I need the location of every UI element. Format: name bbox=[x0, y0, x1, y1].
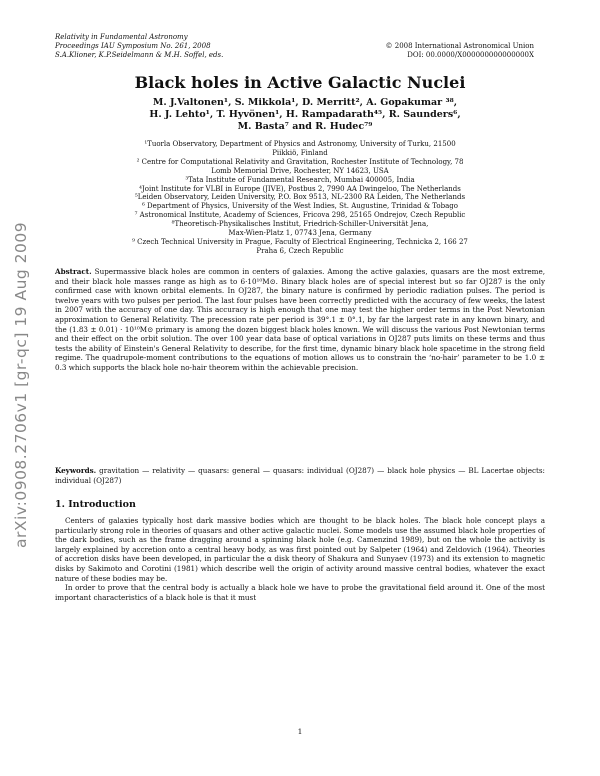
affiliation-line: ¹Tuorla Observatory, Department of Physics and Astronomy, University of Turku, 21500 bbox=[144, 140, 456, 148]
affiliation-line: Piikkiö, Finland bbox=[272, 148, 328, 157]
arxiv-sidebar-stamp: arXiv:0908.2706v1 [gr-qc] 19 Aug 2009 bbox=[12, 221, 30, 548]
section-heading-introduction: 1. Introduction bbox=[55, 499, 136, 510]
page-number: 1 bbox=[297, 727, 303, 736]
affiliation-line: ⁶ Department of Physics, University of the West Indies, St. Augustine, Trinidad & Tobago bbox=[142, 202, 458, 211]
header-proceedings: Proceedings IAU Symposium No. 261, 2008 bbox=[55, 42, 211, 50]
author-line: H. J. Lehto¹, T. Hyvönen¹, H. Rampadarath⁴⁵, R. Saunders⁶, bbox=[149, 109, 461, 120]
author-line: M. Basta⁷ and R. Hudec⁷⁹ bbox=[237, 121, 373, 132]
running-header-left bbox=[55, 33, 223, 60]
abstract-label: Abstract. bbox=[55, 267, 92, 276]
header-journal: Relativity in Fundamental Astronomy bbox=[55, 33, 188, 41]
header-editors: S.A.Klioner, K.P.Seidelmann & M.H. Soffel, eds. bbox=[55, 51, 224, 59]
affiliation-line: Lomb Memorial Drive, Rochester, NY 14623, USA bbox=[211, 166, 389, 175]
running-header-right bbox=[386, 42, 534, 60]
affiliation-line: ³Tata Institute of Fundamental Research, Mumbai 400005, India bbox=[185, 175, 415, 184]
affiliation-line: Max-Wien-Platz 1, 07743 Jena, Germany bbox=[228, 229, 372, 238]
header-copyright: © 2008 International Astronomical Union bbox=[385, 42, 534, 50]
keywords-text: gravitation — relativity — quasars: general — quasars: individual (OJ287) — black hole physics — BL Lacertae objects: individual (OJ287) bbox=[55, 466, 545, 485]
affiliation-line: ⁵Leiden Observatory, Leiden University, P.O. Box 9513, NL-2300 RA Leiden, The Netherlands bbox=[134, 193, 466, 202]
header-doi: DOI: 00.0000/X000000000000000X bbox=[407, 51, 534, 59]
paragraph: In order to prove that the central body is actually a black hole we have to probe the gravitational field around it. One of the most important characteristics of a black hole is that it must bbox=[55, 583, 545, 602]
abstract-text: Supermassive black holes are common in centers of galaxies. Among the active galaxies, quasars are the most extreme, and their black hole masses range as high as to 6·10¹⁰M⊙. Binary black holes are of special interest but so far OJ287 is the only confirmed case with known orbital elements. In OJ287, the binary nature is confirmed by periodic radiation pulses. The period is twelve years with two pulses per period. The last four pulses have been correctly predicted with the accuracy of few weeks, the latest in 2007 with the accuracy of one day. This accuracy is high enough that one may test the higher order terms in the Post Newtonian approximation to General Relativity. The precession rate per period is 39°.1 ± 0°.1, by far the largest rate in any known binary, and the (1.83 ± 0.01) · 10¹⁰M⊙ primary is among the dozen biggest black holes known. We will discuss the various Post Newtonian terms and their effect on the orbit solution. The over 100 year data base of optical variations in OJ287 puts limits on these terms and thus tests the ability of Einstein's General Relativity to describe, for the first time, dynamic binary black hole spacetime in the strong field regime. The quadrupole-moment contributions to the equations of motion allows us to constrain the ‘no-hair’ parameter to be 1.0 ± 0.3 which supports the black hole no-hair theorem within the achievable precision. bbox=[55, 267, 545, 372]
affiliation-line: ⁹ Czech Technical University in Prague, Faculty of Electrical Engineering, Technicka 2, 166 27 bbox=[132, 237, 468, 246]
affiliation-line: ² Centre for Computational Relativity and Gravitation, Rochester Institute of Technology, 78 bbox=[136, 157, 464, 166]
paper-title: Black holes in Active Galactic Nuclei bbox=[134, 73, 466, 92]
affiliation-line: ⁴Joint Institute for VLBI in Europe (JIVE), Postbus 2, 7990 AA Dwingeloo, The Netherlands bbox=[139, 184, 461, 193]
author-list bbox=[70, 97, 540, 133]
keywords-label: Keywords. bbox=[55, 466, 97, 475]
author-line: M. J.Valtonen¹, S. Mikkola¹, D. Merritt², A. Gopakumar ³⁸, bbox=[152, 97, 458, 108]
keywords bbox=[55, 466, 545, 485]
affiliation-line: ⁸Theoretisch-Physikalisches Institut, Friedrich-Schiller-Universität Jena, bbox=[171, 220, 429, 229]
affiliation-list bbox=[55, 140, 545, 256]
affiliation-line: Praha 6, Czech Republic bbox=[256, 246, 344, 255]
abstract bbox=[55, 267, 545, 373]
paragraph: Centers of galaxies typically host dark massive bodies which are thought to be black holes. The black hole concept plays a particularly strong role in theories of quasars and other active galactic nuclei. Some models use the assumed black hole properties of the dark bodies, such as the frame dragging around a spinning black hole (e.g. Camenzind 1989), but on the whole the activity is largely explained by accretion onto a central heavy body, as was first pointed out by Salpeter (1964) and Zeldovich (1964). Theories of accretion disks have been developed, in particular the α disk theory of Shakura and Sunyaev (1973) and its extension to magnetic disks by Sakimoto and Corotini (1981) which describe well the origin of activity around massive central bodies, whatever the exact nature of these bodies may be. bbox=[55, 516, 545, 583]
introduction-body bbox=[55, 516, 545, 602]
affiliation-line: ⁷ Astronomical Institute, Academy of Sciences, Fricova 298, 25165 Ondrejov, Czech Republic bbox=[134, 211, 466, 220]
